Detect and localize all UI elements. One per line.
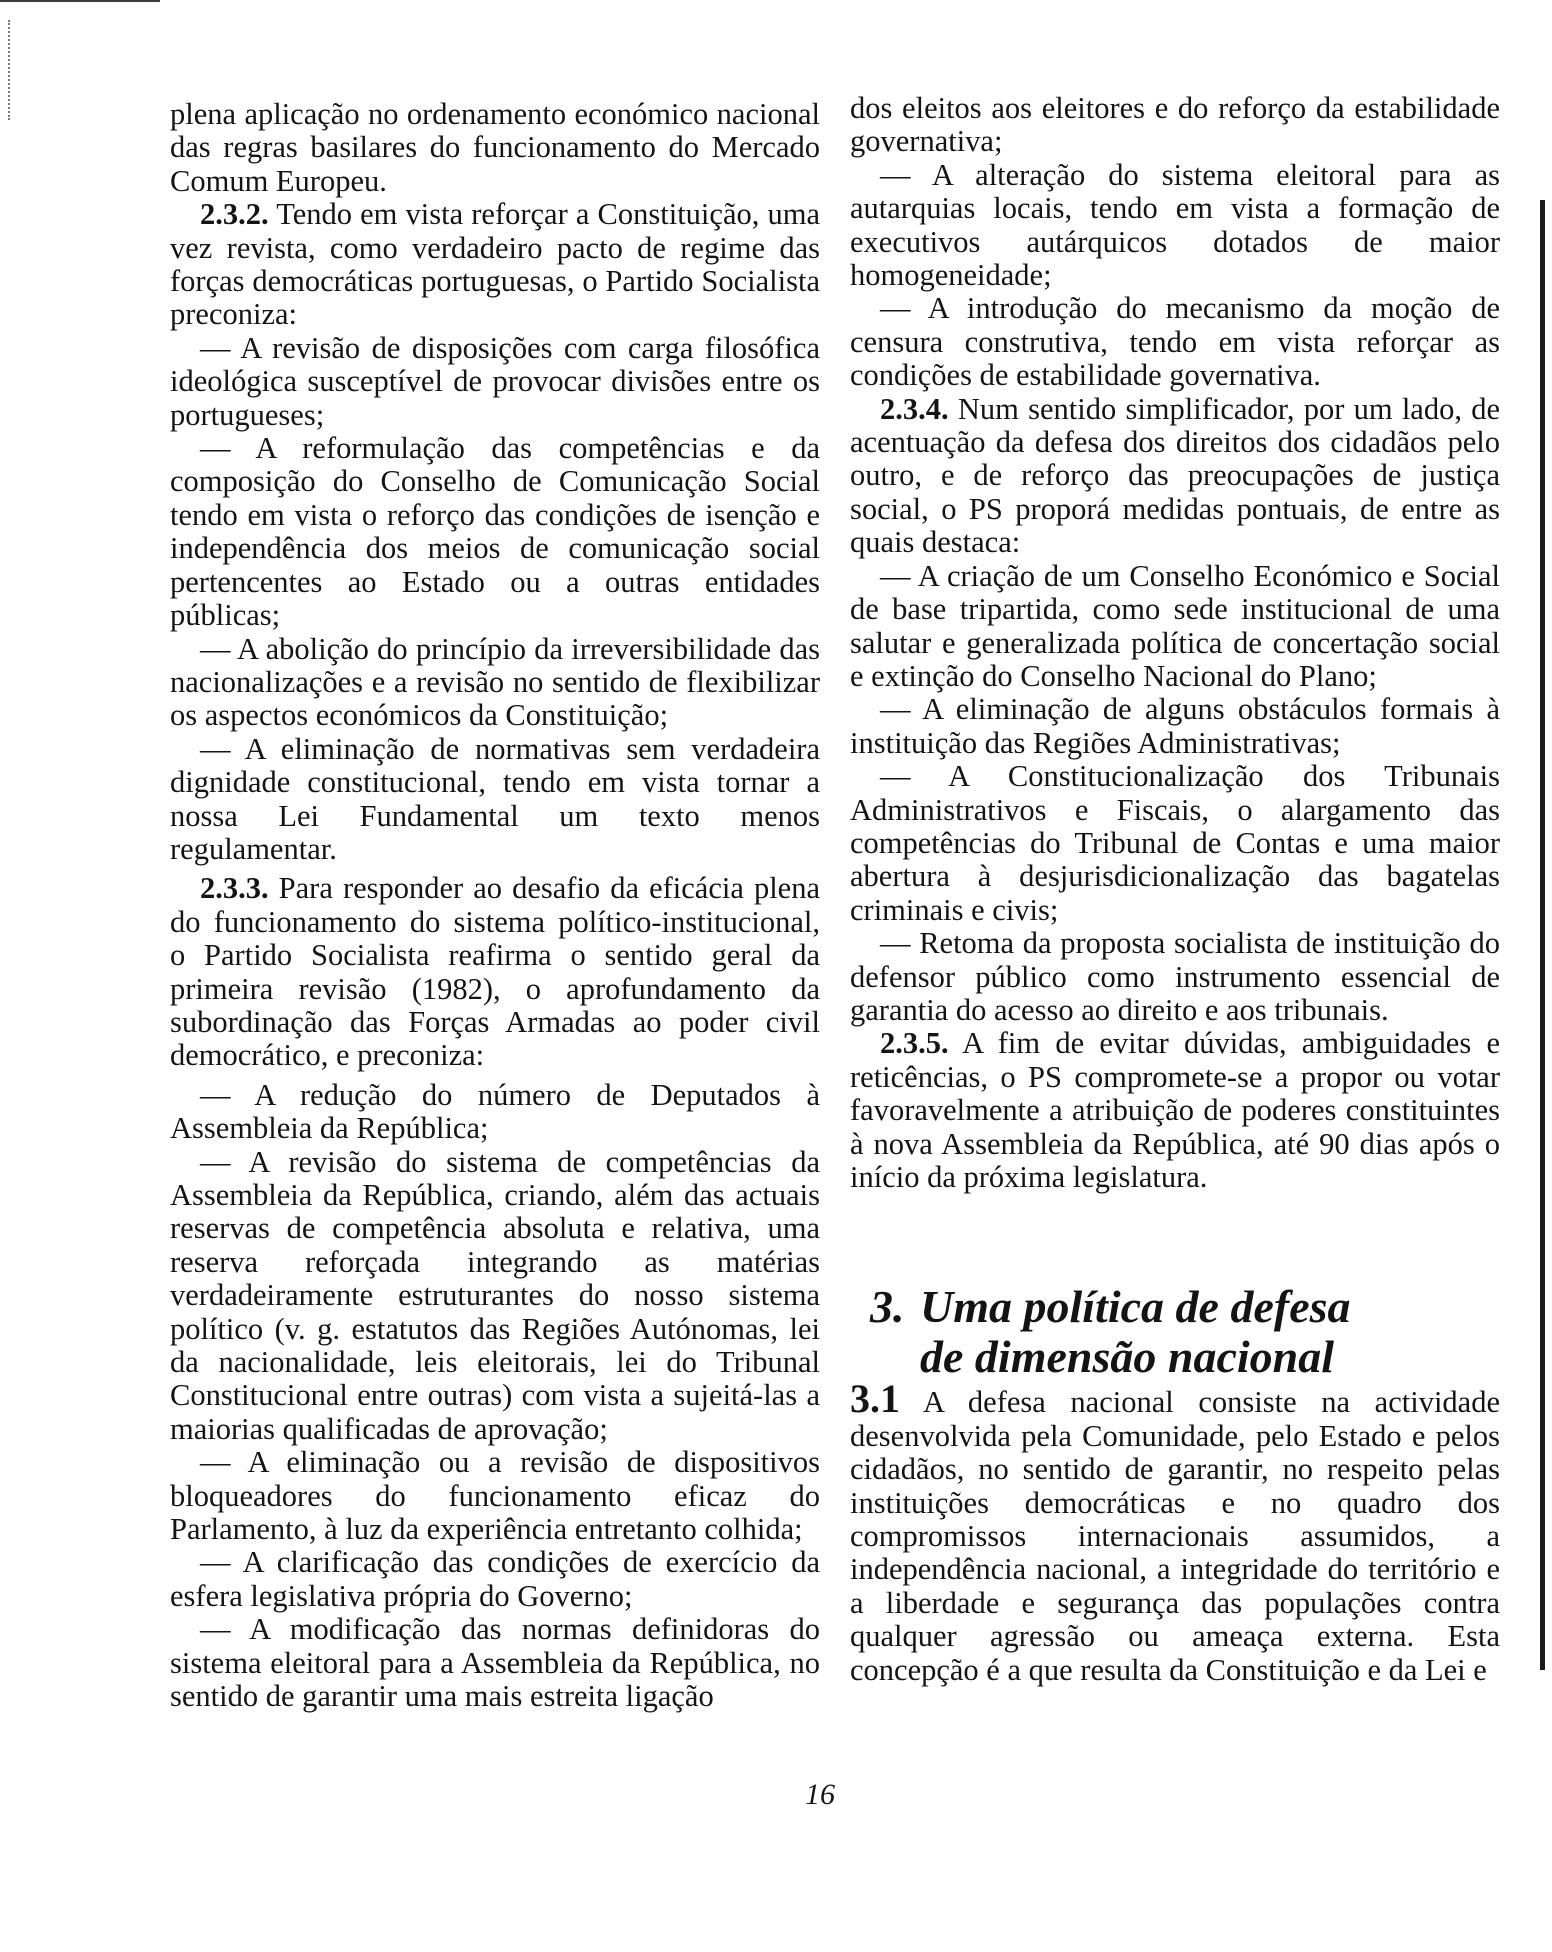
list-item: — A clarificação das condições de exercício da esfera legislativa própria do Governo; <box>170 1545 820 1613</box>
list-item: — Retoma da proposta socialista de instituição do defensor público como instrumento essencial de garantia do acesso ao direito e aos tribunais. <box>850 926 1500 1027</box>
right-column <box>850 92 1500 1687</box>
scan-edge-line <box>0 0 160 2</box>
list-item: — A alteração do sistema eleitoral para as autarquias locais, tendo em vista a formação de executivos autárquicos dotados de maior homogeneidade; <box>850 157 1500 293</box>
paragraph: plena aplicação no ordenamento económico nacional das regras basilares do funcionamento do Mercado Comum Europeu. <box>170 97 820 198</box>
page-number: 16 <box>805 1778 835 1811</box>
list-item: — A eliminação ou a revisão de dispositivos bloqueadores do funcionamento eficaz do Parlamento, à luz da experiência entretanto colhida; <box>170 1445 820 1547</box>
paragraph-2-3-2 <box>170 198 820 332</box>
clause-number: 2.3.2. <box>200 197 269 232</box>
clause-number: 2.3.4. <box>880 391 949 426</box>
clause-text: A defesa nacional consiste na actividade desenvolvida pela Comunidade, pelo Estado e pelos cidadãos, no sentido de garantir, no respeito pelas instituições democráticas e no quadro dos compromissos internacionais assumidos, a independência nacional, a integridade do território e a liberdade e segurança das populações contra qualquer agressão ou ameaça externa. Esta concepção é a que resulta da Constituição e da Lei e <box>850 1385 1500 1687</box>
clause-number: 3.1 <box>850 1376 900 1422</box>
list-item: — A reformulação das competências e da composição do Conselho de Comunicação Social tendo em vista o reforço das condições de isenção e independência dos meios de comunicação social pertencentes ao Estado ou a outras entidades públicas; <box>170 431 820 633</box>
section-title-line-2: de dimensão nacional <box>920 1331 1335 1383</box>
section-title-line-1: Uma política de defesa <box>920 1281 1351 1333</box>
clause-text: A fim de evitar dúvidas, ambiguidades e reticências, o PS compromete-se a propor ou votar favoravelmente a atribuição de poderes constituintes à nova Assembleia da República, até 90 dias após o início da próxima legislatura. <box>850 1026 1500 1194</box>
paragraph-2-3-5 <box>850 1027 1500 1194</box>
clause-number: 2.3.5. <box>880 1026 949 1061</box>
list-item: — A eliminação de normativas sem verdadeira dignidade constitucional, tendo em vista tornar a nossa Lei Fundamental um texto menos regulamentar. <box>170 731 820 866</box>
list-item: — A introdução do mecanismo da moção de censura construtiva, tendo em vista reforçar as condições de estabilidade governativa. <box>850 291 1500 393</box>
list-item: — A Constitucionalização dos Tribunais Administrativos e Fiscais, o alargamento das competências do Tribunal de Contas e uma maior abertura à desjurisdicionalização das bagatelas criminais e civis; <box>850 759 1500 927</box>
section-heading <box>870 1282 1500 1382</box>
clause-text: Para responder ao desafio da eficácia plena do funcionamento do sistema político-institucional, o Partido Socialista reafirma o sentido geral da primeira revisão (1982), o aprofundamento da subordinação das Forças Armadas ao poder civil democrático, e preconiza: <box>170 871 820 1073</box>
list-item: — A revisão de disposições com carga filosófica ideológica susceptível de provocar divisões entre os portugueses; <box>170 330 820 432</box>
list-item: — A eliminação de alguns obstáculos formais à instituição das Regiões Administrativas; <box>850 692 1500 760</box>
clause-text: Tendo em vista reforçar a Constituição, uma vez revista, como verdadeiro pacto de regime das forças democráticas portuguesas, o Partido Socialista preconiza: <box>170 197 820 332</box>
clause-text: Num sentido simplificador, por um lado, de acentuação da defesa dos direitos dos cidadãos pelo outro, e de reforço das preocupações de justiça social, o PS proporá medidas pontuais, de entre as quais destaca: <box>850 391 1500 560</box>
list-item: — A criação de um Conselho Económico e Social de base tripartida, como sede institucional de uma salutar e generalizada política de concertação social e extinção do Conselho Nacional do Plano; <box>850 558 1500 693</box>
list-item: — A revisão do sistema de competências da Assembleia da República, criando, além das actuais reservas de competência absoluta e relativa, uma reserva reforçada integrando as matérias verdadeiramente estruturantes do nosso sistema político (v. g. estatutos das Regiões Autónomas, lei da nacionalidade, leis eleitorais, lei do Tribunal Constitucional entre outras) com vista a sujeitá-las a maiorias qualificadas de aprovação; <box>170 1144 820 1446</box>
scan-edge-shadow <box>1540 200 1545 1670</box>
scan-edge-dots <box>8 20 12 120</box>
paragraph-3-1 <box>850 1376 1500 1687</box>
section-number: 3. <box>870 1281 905 1333</box>
list-item: — A redução do número de Deputados à Assembleia da República; <box>170 1077 820 1146</box>
list-item: — A modificação das normas definidoras do sistema eleitoral para a Assembleia da República, no sentido de garantir uma mais estreita ligação <box>170 1612 820 1714</box>
list-item: — A abolição do princípio da irreversibilidade das nacionalizações e a revisão no sentido de flexibilizar os aspectos económicos da Constituição; <box>170 631 820 733</box>
section-title <box>920 1282 1351 1382</box>
paragraph-2-3-3 <box>170 872 820 1072</box>
clause-number: 2.3.3. <box>200 871 269 906</box>
paragraph-2-3-4 <box>850 393 1500 560</box>
paragraph: dos eleitos aos eleitores e do reforço da estabilidade governativa; <box>850 91 1500 159</box>
left-column <box>170 98 820 1714</box>
